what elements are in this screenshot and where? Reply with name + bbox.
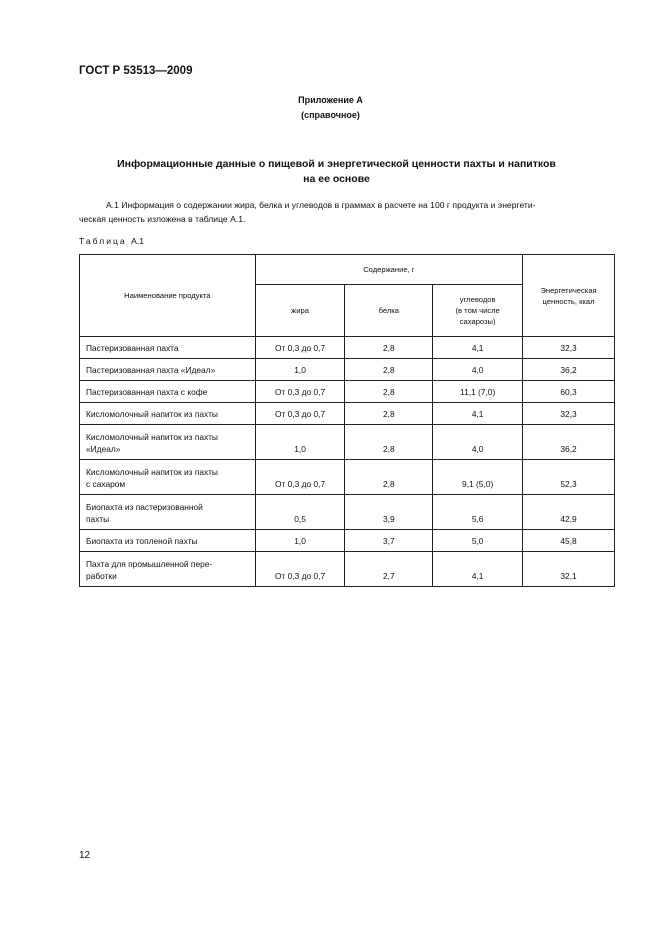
cell-product-name-line: «Идеал» [86,443,121,454]
table-row [80,552,615,587]
header-fat: жира [255,285,345,337]
cell-carbs: 4,1 [433,552,523,587]
cell-fat: 0,5 [255,495,345,530]
header-product: Наименование продукта [80,255,256,337]
header-protein: белка [345,285,433,337]
cell-product-name-line: Пастеризованная пахта [86,342,179,353]
cell-protein: 3,9 [345,495,433,530]
cell-product-name [80,530,256,552]
cell-energy: 32,3 [523,403,615,425]
table-caption [79,236,144,246]
table-row [80,359,615,381]
cell-product-name-line: Биопахта из топленой пахты [86,535,198,546]
cell-fat: 1,0 [255,359,345,381]
table-row [80,530,615,552]
cell-carbs: 9,1 (5,0) [433,460,523,495]
header-energy-line2: ценность, ккал [542,296,595,306]
table-caption-word: Таблица [79,236,127,246]
header-energy [523,255,615,337]
cell-fat: От 0,3 до 0,7 [255,552,345,587]
page-number: 12 [79,850,91,861]
cell-carbs: 5,6 [433,495,523,530]
cell-protein: 2,8 [345,359,433,381]
cell-product-name [80,381,256,403]
table-row [80,460,615,495]
cell-product-name-line: Кисломолочный напиток из пахты [86,467,218,477]
cell-protein: 2,8 [345,337,433,359]
cell-carbs: 4,0 [433,425,523,460]
cell-fat: От 0,3 до 0,7 [255,403,345,425]
table-row [80,337,615,359]
section-title-line1: Информационные данные о пищевой и энергетической ценности пахты и напитков [117,158,556,170]
cell-energy: 32,1 [523,552,615,587]
cell-carbs: 4,1 [433,337,523,359]
cell-product-name-line: Биопахта из пастеризованной [86,502,203,512]
cell-product-name-line: Пастеризованная пахта с кофе [86,386,208,397]
intro-paragraph [79,198,615,226]
cell-protein: 2,8 [345,403,433,425]
cell-product-name-line: Кисломолочный напиток из пахты [86,408,218,419]
cell-product-name-line: Кисломолочный напиток из пахты [86,432,218,442]
cell-product-name [80,552,256,587]
cell-product-name-line: Пахта для промышленной пере- [86,559,213,569]
cell-energy: 52,3 [523,460,615,495]
cell-product-name [80,403,256,425]
cell-protein: 2,8 [345,381,433,403]
header-carbs-line3: сахарозы) [459,317,496,326]
cell-fat: От 0,3 до 0,7 [255,381,345,403]
cell-product-name-line: пахты [86,513,110,524]
cell-energy: 45,8 [523,530,615,552]
cell-protein: 2,7 [345,552,433,587]
cell-product-name [80,425,256,460]
cell-fat: 1,0 [255,425,345,460]
table-caption-number: А.1 [131,236,144,246]
table-row [80,381,615,403]
cell-product-name [80,495,256,530]
table-body [80,337,615,587]
cell-carbs: 5,0 [433,530,523,552]
cell-fat: 1,0 [255,530,345,552]
cell-carbs: 4,0 [433,359,523,381]
cell-energy: 42,9 [523,495,615,530]
document-id: ГОСТ Р 53513—2009 [79,65,193,77]
cell-product-name-line: Пастеризованная пахта «Идеал» [86,364,216,375]
cell-product-name [80,337,256,359]
table-row [80,403,615,425]
cell-product-name-line: работки [86,570,117,581]
cell-product-name [80,359,256,381]
cell-protein: 3,7 [345,530,433,552]
appendix-subtitle: (справочное) [301,110,360,120]
header-carbs-line1: углеводов [459,295,496,304]
cell-energy: 36,2 [523,425,615,460]
nutrition-table [79,254,615,587]
header-energy-line1: Энергетическая [540,285,597,295]
cell-protein: 2,8 [345,425,433,460]
intro-paragraph-line2: ческая ценность изложена в таблице А.1. [79,214,246,224]
intro-paragraph-line1: А.1 Информация о содержании жира, белка и углеводов в граммах в расчете на 100 г продукта и энергети- [106,200,536,210]
cell-fat: От 0,3 до 0,7 [255,460,345,495]
section-title [79,157,594,187]
appendix-title: Приложение А [298,95,363,105]
cell-energy: 36,2 [523,359,615,381]
cell-energy: 60,3 [523,381,615,403]
table-row [80,495,615,530]
cell-protein: 2,8 [345,460,433,495]
section-title-line2: на ее основе [303,173,370,185]
cell-fat: От 0,3 до 0,7 [255,337,345,359]
cell-energy: 32,3 [523,337,615,359]
header-carbs [433,285,523,337]
cell-product-name-line: с сахаром [86,478,126,489]
cell-carbs: 11,1 (7,0) [433,381,523,403]
header-carbs-line2: (в том числе [455,306,500,315]
table-row [80,425,615,460]
cell-product-name [80,460,256,495]
header-content: Содержание, г [255,255,522,285]
cell-carbs: 4,1 [433,403,523,425]
